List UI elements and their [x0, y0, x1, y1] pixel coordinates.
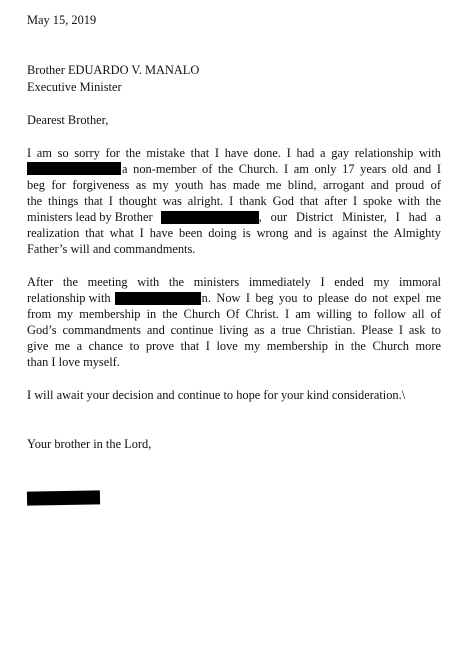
p1-line-1: I am so sorry for the mistake that I have done. I had a gay relationship with — [27, 146, 441, 160]
p1-line-6: realization that what I have been doing is wrong and is against the Almighty — [27, 226, 441, 240]
p2-line-3: from my membership in the Church Of Christ. I am willing to follow all of — [27, 307, 441, 321]
p2-line-5: give me a chance to prove that I love my membership in the Church more — [27, 339, 441, 353]
redaction-bar — [27, 162, 121, 175]
p2-line-4: God’s commandments and continue living as a true Christian. Please I ask to — [27, 323, 441, 337]
recipient-title: Executive Minister — [27, 80, 122, 94]
p3-line: I will await your decision and continue to hope for your kind consideration.\ — [27, 388, 406, 402]
p1-line-2 — [27, 162, 441, 177]
p1-line-2-text: a non-member of the Church. I am only 17 years old and I — [122, 162, 441, 176]
recipient-name: Brother EDUARDO V. MANALO — [27, 63, 200, 77]
p1-line-3: beg for forgiveness as my youth has made me blind, arrogant and proud of — [27, 178, 441, 192]
p2-line-2 — [27, 291, 441, 306]
letter-date: May 15, 2019 — [27, 13, 97, 27]
p1-line-5a: ministers lead by Brother — [27, 210, 153, 224]
redaction-bar — [161, 211, 259, 224]
p2-line-6: than I love myself. — [27, 355, 120, 369]
p1-line-5b: , our District Minister, I had a — [258, 210, 441, 224]
p1-line-5 — [27, 210, 441, 225]
p2-line-1: After the meeting with the ministers immediately I ended my immoral — [27, 275, 441, 289]
p2-line-2a: relationship with — [27, 291, 111, 305]
p2-line-2b: n. Now I beg you to please do not expel me — [201, 291, 441, 305]
p1-line-7: Father’s will and commandments. — [27, 242, 196, 256]
p1-line-4: the things that I thought was alright. I thank God that after I spoke with the — [27, 194, 441, 208]
signature-redaction-bar — [27, 490, 100, 505]
redaction-bar — [115, 292, 201, 305]
salutation: Dearest Brother, — [27, 113, 109, 127]
closing: Your brother in the Lord, — [27, 437, 152, 451]
